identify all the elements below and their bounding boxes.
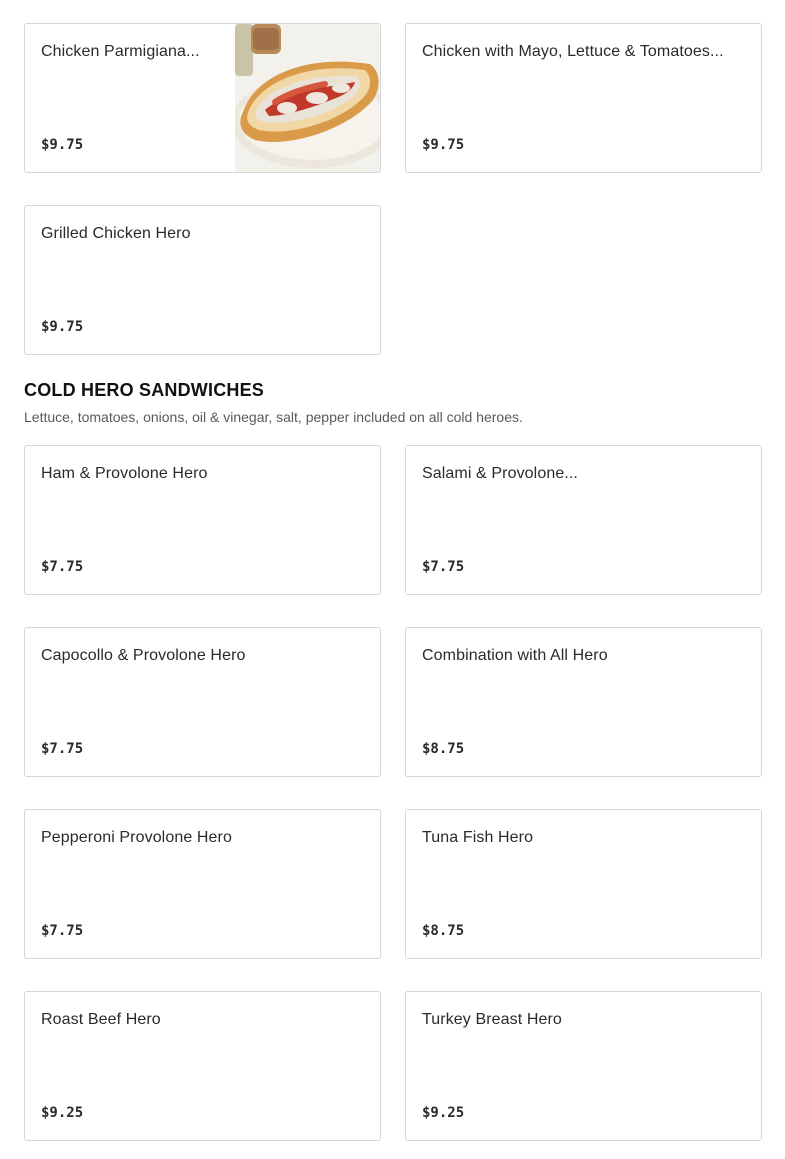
menu-item-name: Ham & Provolone Hero: [41, 465, 208, 482]
menu-item-name: Salami & Provolone...: [422, 465, 578, 482]
menu-item-name: Chicken with Mayo, Lettuce & Tomatoes...: [422, 43, 724, 60]
menu-item-name: Combination with All Hero: [422, 647, 608, 664]
menu-item-card[interactable]: [24, 991, 381, 1141]
menu-item-card[interactable]: [405, 445, 762, 595]
menu-item-card[interactable]: [24, 205, 381, 355]
section-description: Lettuce, tomatoes, onions, oil & vinegar, salt, pepper included on all cold heroes.: [24, 409, 523, 425]
menu-item-card[interactable]: [24, 445, 381, 595]
menu-item-price: $7.75: [41, 741, 84, 757]
menu-item-card[interactable]: [405, 991, 762, 1141]
menu-item-price: $9.25: [422, 1105, 465, 1121]
sandwich-image: [235, 24, 380, 172]
menu-item-price: $7.75: [41, 923, 84, 939]
menu-item-price: $9.75: [41, 137, 84, 153]
menu-item-price: $7.75: [41, 559, 84, 575]
menu-item-name: Grilled Chicken Hero: [41, 225, 191, 242]
menu-item-card[interactable]: [24, 23, 381, 173]
menu-item-photo: [235, 24, 380, 172]
menu-item-name: Roast Beef Hero: [41, 1011, 161, 1028]
menu-item-price: $9.25: [41, 1105, 84, 1121]
menu-item-price: $9.75: [41, 319, 84, 335]
menu-item-card[interactable]: [405, 23, 762, 173]
menu-item-name: Pepperoni Provolone Hero: [41, 829, 232, 846]
menu-item-name: Capocollo & Provolone Hero: [41, 647, 246, 664]
menu-item-card[interactable]: [24, 809, 381, 959]
menu-item-name: Turkey Breast Hero: [422, 1011, 562, 1028]
menu-item-name: Chicken Parmigiana...: [41, 43, 200, 60]
menu-item-card[interactable]: [405, 809, 762, 959]
menu-item-name: Tuna Fish Hero: [422, 829, 534, 846]
menu-item-card[interactable]: [405, 627, 762, 777]
menu-item-price: $8.75: [422, 923, 465, 939]
menu-item-card[interactable]: [24, 627, 381, 777]
section-title: COLD HERO SANDWICHES: [24, 380, 265, 400]
menu-item-price: $9.75: [422, 137, 465, 153]
menu-item-price: $7.75: [422, 559, 465, 575]
menu-item-price: $8.75: [422, 741, 465, 757]
